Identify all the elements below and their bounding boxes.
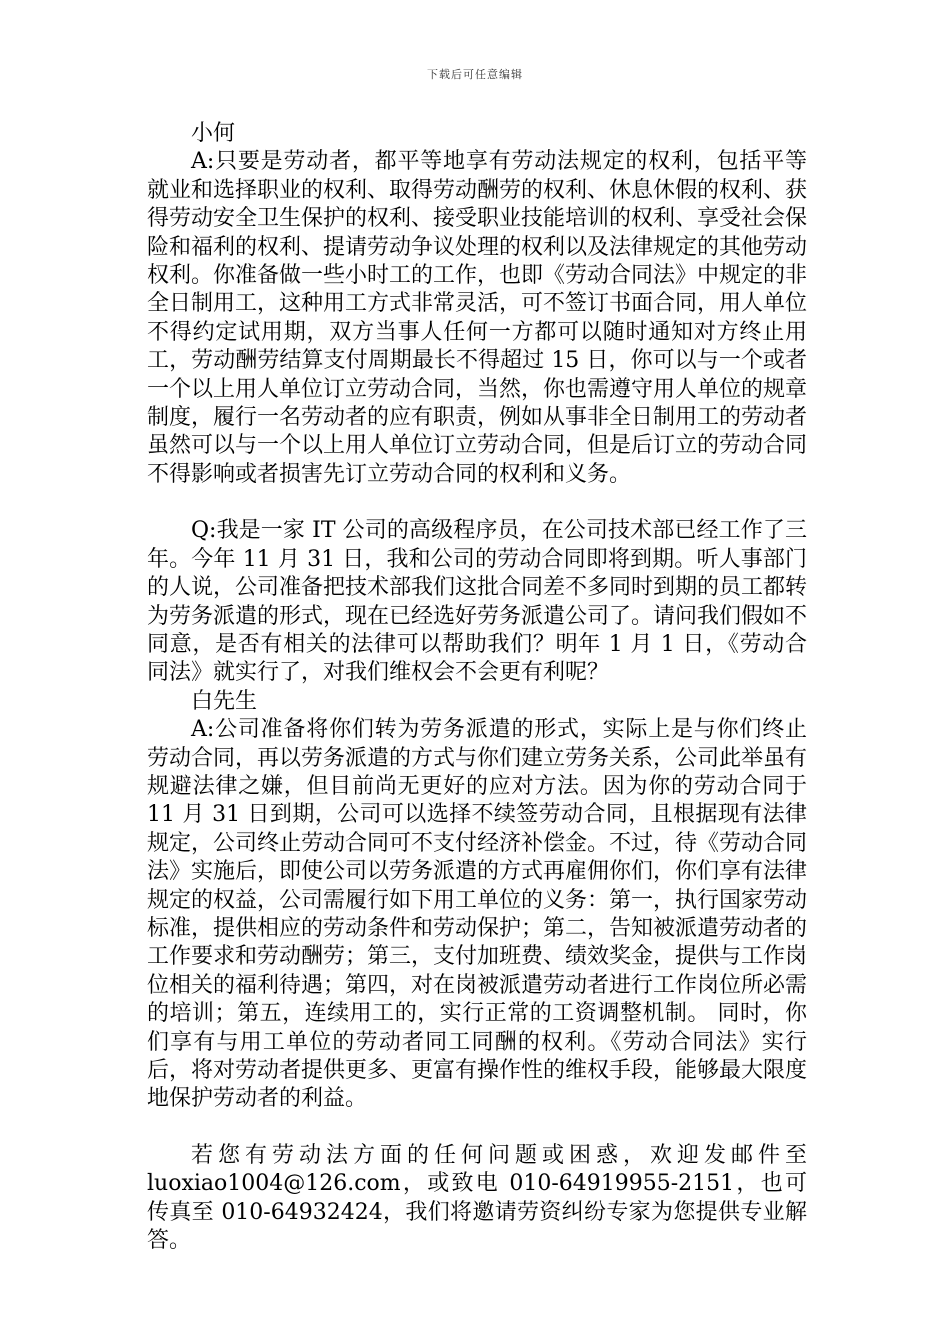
paragraph-gap <box>147 489 807 517</box>
question-paragraph: Q:我是一家 IT 公司的高级程序员，在公司技术部已经工作了三年。今年 11 月 31 日，我和公司的劳动合同即将到期。听人事部门的人说，公司准备把技术部我们这批合同差不多同时到期的员工都转为劳务派遣的形式，现在已经选好劳务派遣公司了。请问我们假如不同意，是否有相关的法律可以帮助我们？明年 1 月 1 日，《劳动合同法》就实行了，对我们维权会不会更有利呢？ <box>147 518 808 686</box>
answer-paragraph-1: A:只要是劳动者，都平等地享有劳动法规定的权利，包括平等就业和选择职业的权利、取得劳动酬劳的权利、休息休假的权利、获得劳动安全卫生保护的权利、接受职业技能培训的权利、享受社会保险和福利的权利、提请劳动争议处理的权利以及法律规定的其他劳动权利。你准备做一些小时工的工作，也即《劳动合同法》中规定的非全日制用工，这种用工方式非常灵活，可不签订书面合同，用人单位不得约定试用期，双方当事人任何一方都可以随时通知对方终止用工，劳动酬劳结算支付周期最长不得超过 15 日，你可以与一个或者一个以上用人单位订立劳动合同，当然，你也需遵守用人单位的规章制度，履行一名劳动者的应有职责，例如从事非全日制用工的劳动者虽然可以与一个以上用人单位订立劳动合同，但是后订立的劳动合同不得影响或者损害先订立劳动合同的权利和义务。 <box>147 149 808 487</box>
paragraph-gap <box>147 1114 807 1142</box>
document-body <box>147 120 807 1255</box>
contact-paragraph: 若您有劳动法方面的任何问题或困惑，欢迎发邮件至 luoxiao1004@126.com，或致电 010-64919955-2151，也可传真至 010-64932424，我们将邀请劳资纠纷专家为您提供专业解答。 <box>147 1142 807 1254</box>
page-header: 下载后可任意编辑 <box>427 68 523 81</box>
signature-mr-bai: 白先生 <box>191 688 258 714</box>
answer-paragraph-2: A:公司准备将你们转为劳务派遣的形式，实际上是与你们终止劳动合同，再以劳务派遣的方式与你们建立劳务关系，公司此举虽有规避法律之嫌，但目前尚无更好的应对方法。因为你的劳动合同于 11 月 31 日到期，公司可以选择不续签劳动合同，且根据现有法律规定，公司终止劳动合同可不支付经济补偿金。不过，待《劳动合同法》实施后，即使公司以劳务派遣的方式再雇佣你们，你们享有法律规定的权益，公司需履行如下用工单位的义务：第一，执行国家劳动标准，提供相应的劳动条件和劳动保护；第二，告知被派遣劳动者的工作要求和劳动酬劳；第三，支付加班费、绩效奖金，提供与工作岗位相关的福利待遇；第四，对在岗被派遣劳动者进行工作岗位所必需的培训；第五，连续用工的，实行正常的工资调整机制。 同时，你们享有与用工单位的劳动者同工同酬的权利。《劳动合同法》实行后，将对劳动者提供更多、更富有操作性的维权手段，能够最大限度地保护劳动者的利益。 <box>147 717 808 1112</box>
signature-xiaohe: 小何 <box>191 121 236 146</box>
